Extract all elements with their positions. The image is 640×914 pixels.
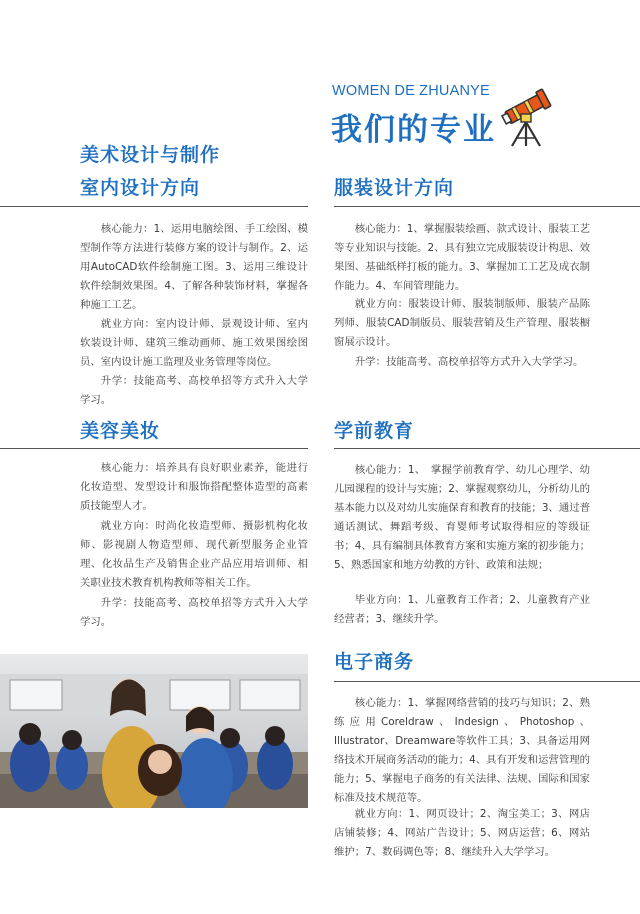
section-divider: [0, 448, 308, 449]
preschool-graduation: 毕业方向：1、儿童教育工作者；2、儿童教育产业经营者；3、继续升学。: [334, 594, 590, 625]
section-title-e-commerce: 电子商务: [334, 651, 415, 673]
section-divider: [334, 206, 640, 207]
section-divider: [334, 448, 640, 449]
beauty-employment: 就业方向：时尚化妆造型师、摄影机构化妆师、影视剧人物造型师、现代新型服务企业管理、化妆品生产及销售企业产品应用培训师、相关职业技术教育机构教师等相关工作。: [80, 520, 308, 589]
beauty-further-study: 升学：技能高考、高校单招等方式升入大学学习。: [80, 597, 308, 628]
interior-further-study: 升学：技能高考、高校单招等方式升入大学学习。: [80, 375, 308, 406]
section-divider: [0, 206, 308, 207]
section-title-fashion-design: 服装设计方向: [334, 177, 455, 199]
fashion-further-study: 升学：技能高考、高校单招等方式升入大学学习。: [354, 356, 584, 368]
interior-core-ability: 核心能力：1、运用电脑绘图、手工绘图、模型制作等方法进行装修方案的设计与制作。2、运用AutoCAD软件绘制施工图。3、运用三维设计软件绘制效果图。4、了解各种装饰材料，掌握各种施工工艺。: [80, 223, 308, 311]
section-title-preschool-education: 学前教育: [334, 420, 415, 442]
section-title-beauty-makeup: 美容美妆: [80, 420, 161, 442]
fashion-employment: 就业方向：服装设计师、服装制版师、服装产品陈列师、服装CAD制版员、服装营销及生产管理、服装橱窗展示设计。: [334, 298, 590, 348]
header-chinese-title: 我们的专业: [331, 112, 496, 148]
ecommerce-core-ability: 核心能力：1、掌握网络营销的技巧与知识；2、熟练应用Coreldraw、Indesign、Photoshop、Illustrator、Dreamware等软件工具；3、具备运用网络技术开展商务活动的能力；4、具有开发和运营管理的能力；5、掌握电子商务的有关法律、法规、国际和国家标准及技术规范等。: [334, 697, 590, 804]
ecommerce-employment: 就业方向：1、网页设计；2、淘宝美工；3、网店店铺装修；4、网站广告设计；5、网店运营；6、网站维护；7、数码调色等；8、继续升入大学学习。: [334, 808, 590, 858]
telescope-icon: [500, 84, 552, 148]
section-title-art-design: 美术设计与制作: [80, 144, 221, 166]
interior-employment: 就业方向：室内设计师、景观设计师、室内软装设计师、建筑三维动画师、施工效果图绘图员、室内设计施工监理及业务管理等岗位。: [80, 318, 308, 368]
section-title-interior-design: 室内设计方向: [80, 177, 201, 199]
classroom-photo: [0, 654, 308, 808]
fashion-core-ability: 核心能力：1、掌握服装绘画、款式设计、服装工艺等专业知识与技能。2、具有独立完成服装设计构思、效果图、基础纸样打板的能力。3、掌握加工工艺及成衣制作能力。4、车间管理能力。: [334, 223, 590, 292]
preschool-core-ability: 核心能力：1、 掌握学前教育学、幼儿心理学、幼儿园课程的设计与实施；2、掌握观察幼儿，分析幼儿的基本能力以及对幼儿实施保育和教育的技能；3、通过普通话测试、舞蹈考级、育婴师考试取得相应的等级证书；4、具有编制具体教育方案和实施方案的初步能力；5、熟悉国家和地方幼教的方针、政策和法规；: [334, 464, 590, 571]
beauty-core-ability: 核心能力：培养具有良好职业素养，能进行化妆造型、发型设计和服饰搭配整体造型的高素质技能型人才。: [80, 462, 308, 512]
header-english-title: WOMEN DE ZHUANYE: [332, 83, 490, 99]
section-divider: [334, 681, 640, 682]
